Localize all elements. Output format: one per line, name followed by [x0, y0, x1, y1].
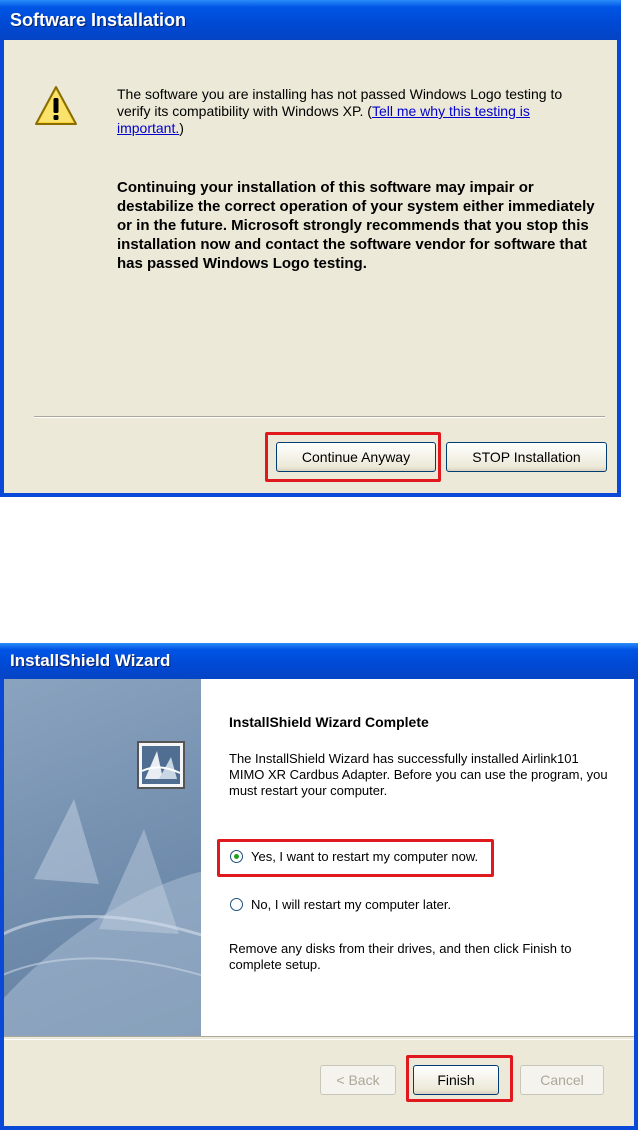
separator [34, 416, 605, 418]
decorative-graphic [4, 679, 201, 1036]
warning-text: Continuing your installation of this software may impair or destabilize the correct operation of your system either immediately or in the future. Microsoft strongly recommends that you stop this installation now and contact the software vendor for software that has passed Windows Logo testing. [117, 179, 595, 272]
restart-later-option[interactable] [230, 897, 451, 912]
wizard-side-panel [4, 679, 201, 1036]
radio-icon[interactable] [230, 898, 243, 911]
message-text: The software you are installing has not passed Windows Logo testing to verify its compatibility with Windows XP. ( [117, 86, 563, 119]
cancel-button[interactable]: Cancel [520, 1065, 604, 1095]
highlight-box [406, 1055, 513, 1102]
separator [4, 1036, 634, 1040]
highlight-box [217, 839, 494, 877]
compatibility-message [117, 86, 597, 137]
tell-me-why-link[interactable]: Tell me why this testing is important. [117, 103, 530, 136]
continue-anyway-button[interactable]: Continue Anyway [276, 442, 436, 472]
message-suffix: ) [179, 120, 184, 136]
wizard-heading: InstallShield Wizard Complete [229, 714, 429, 730]
back-button[interactable]: < Back [320, 1065, 396, 1095]
warning-icon [34, 84, 78, 128]
installshield-logo-icon [137, 741, 185, 789]
highlight-box [265, 432, 441, 482]
software-installation-dialog [0, 0, 621, 497]
restart-now-label: Yes, I want to restart my computer now. [251, 849, 479, 864]
restart-later-label: No, I will restart my computer later. [251, 897, 452, 912]
dialog-title: InstallShield Wizard [0, 643, 638, 679]
stop-installation-button[interactable]: STOP Installation [446, 442, 607, 472]
wizard-instruction: Remove any disks from their drives, and then click Finish to complete setup. [229, 941, 572, 972]
finish-button[interactable]: Finish [413, 1065, 499, 1095]
dialog-title: Software Installation [0, 0, 621, 40]
wizard-description: The InstallShield Wizard has successfully installed Airlink101 MIMO XR Cardbus Adapter. Before you can use the program, you must restart your computer. [229, 751, 608, 798]
